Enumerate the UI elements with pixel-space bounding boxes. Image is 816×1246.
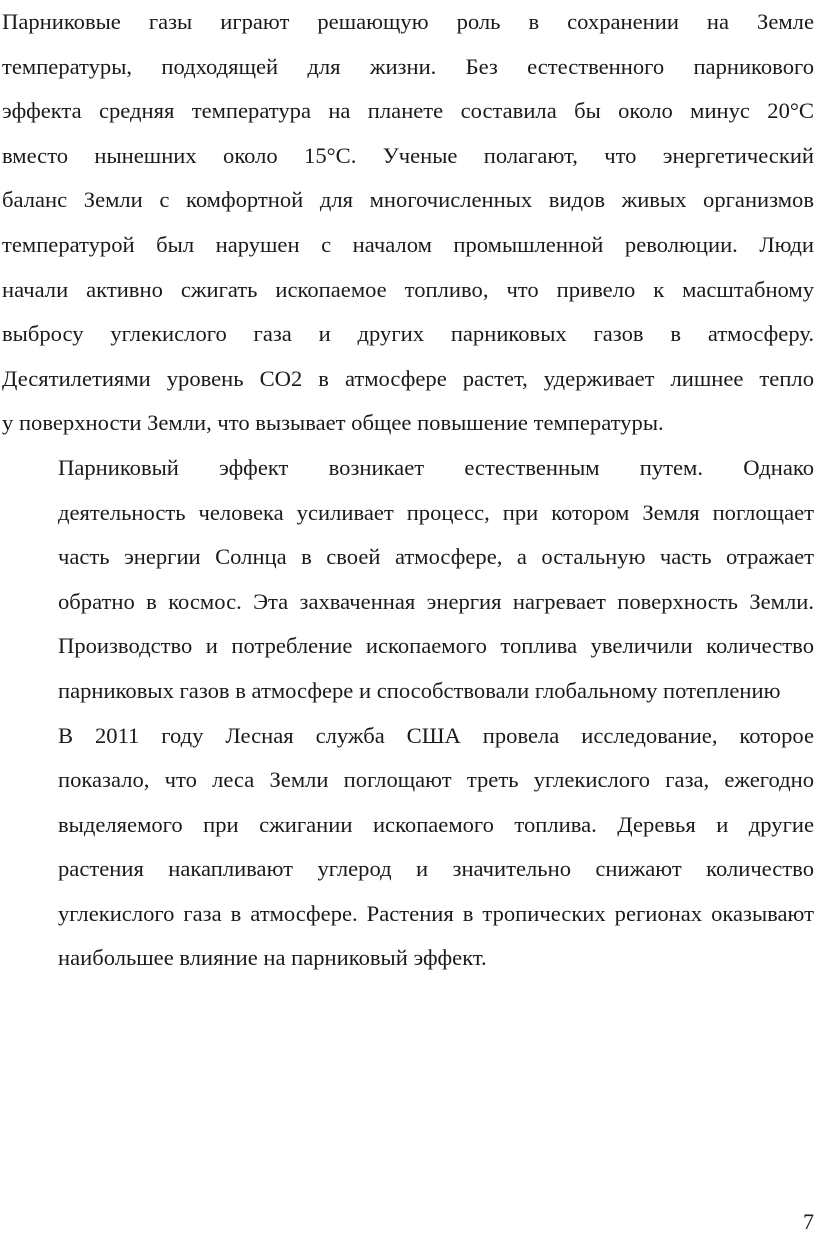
text-line: обратно в космос. Эта захваченная энергия нагревает поверхность Земли. [58,588,814,614]
text-line: выделяемого при сжигании ископаемого топлива. Деревья и другие [58,811,814,837]
paragraph-greenhouse-effect [2,446,814,714]
paragraph-greenhouse-gases [2,0,814,446]
page-number: 7 [803,1209,814,1234]
text-line: Десятилетиями уровень СО2 в атмосфере растет, удерживает лишнее тепло [2,365,814,391]
paragraph-forest-service-study [2,714,814,982]
text-line: деятельность человека усиливает процесс, при котором Земля поглощает [58,499,814,525]
text-line: Производство и потребление ископаемого топлива увеличили количество [58,633,814,659]
text-line: у поверхности Земли, что вызывает общее повышение температуры. [2,410,664,436]
document-body [2,0,814,981]
text-line: начали активно сжигать ископаемое топливо, что привело к масштабному [2,276,814,302]
text-line: эффекта средняя температура на планете составила бы около минус 20°С [2,98,814,124]
text-line: вместо нынешних около 15°С. Ученые полагают, что энергетический [2,142,814,168]
text-line: В 2011 году Лесная служба США провела исследование, которое [58,722,814,748]
text-line: показало, что леса Земли поглощают треть углекислого газа, ежегодно [58,767,814,793]
text-line: Парниковые газы играют решающую роль в сохранении на Земле [2,9,814,34]
text-line: температуры, подходящей для жизни. Без естественного парникового [2,53,814,79]
text-line: Парниковый эффект возникает естественным путем. Однако [58,454,814,480]
text-line: баланс Земли с комфортной для многочисленных видов живых организмов [2,187,814,213]
text-line: выбросу углекислого газа и других парниковых газов в атмосферу. [2,321,814,347]
text-line: наибольшее влияние на парниковый эффект. [58,945,487,971]
text-line: парниковых газов в атмосфере и способствовали глобальному потеплению [58,677,781,703]
text-line: растения накапливают углерод и значительно снижают количество [58,856,814,882]
text-line: углекислого газа в атмосфере. Растения в тропических регионах оказывают [58,900,814,926]
text-line: часть энергии Солнца в своей атмосфере, а остальную часть отражает [58,544,814,570]
text-line: температурой был нарушен с началом промышленной революции. Люди [2,231,814,257]
